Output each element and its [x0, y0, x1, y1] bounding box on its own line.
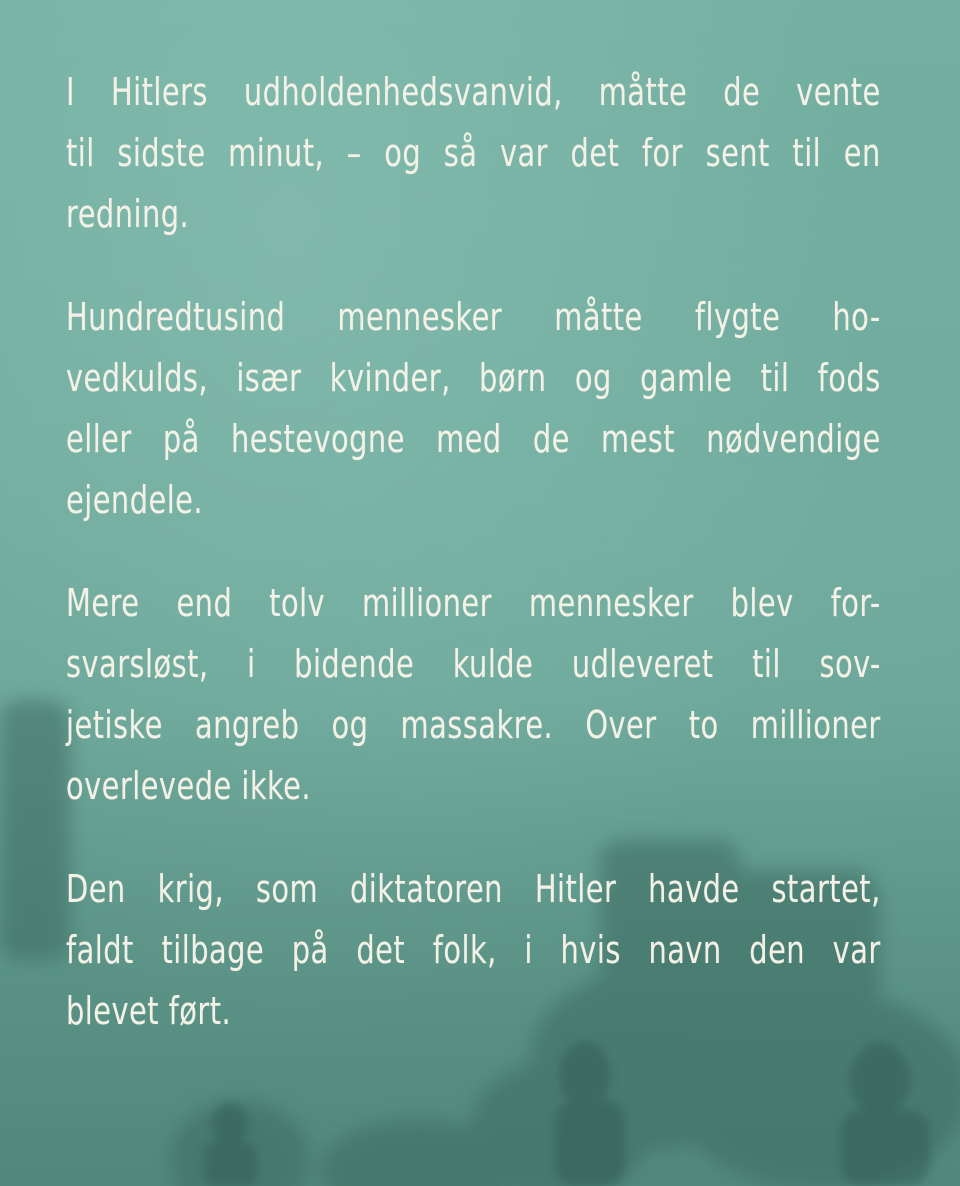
text-line: til sidste minut, – og så var det for sent til en	[66, 131, 881, 175]
paragraph-1	[66, 62, 881, 245]
text-line: eller på hestevogne med de mest nødvendige	[66, 417, 881, 461]
paragraph-3	[66, 573, 881, 817]
text-line: overlevede ikke.	[66, 764, 312, 808]
text-line: faldt tilbage på det folk, i hvis navn den var	[66, 928, 881, 972]
text-line: svarsløst, i bidende kulde udleveret til sov-	[66, 642, 881, 686]
paragraph-2	[66, 287, 881, 531]
text-line: vedkulds, især kvinder, børn og gamle til fods	[66, 356, 881, 400]
text-line: Mere end tolv millioner mennesker blev for-	[66, 581, 881, 625]
text-line: I Hitlers udholdenhedsvanvid, måtte de vente	[66, 70, 881, 114]
paragraph-4	[66, 859, 881, 1042]
cover-text	[66, 62, 881, 1084]
text-line: blevet ført.	[66, 989, 232, 1033]
text-line: Den krig, som diktatoren Hitler havde startet,	[66, 867, 881, 911]
text-line: redning.	[66, 192, 190, 236]
text-line: jetiske angreb og massakre. Over to millioner	[66, 703, 881, 747]
text-line: ejendele.	[66, 478, 204, 522]
text-line: Hundredtusind mennesker måtte flygte ho-	[66, 295, 881, 339]
